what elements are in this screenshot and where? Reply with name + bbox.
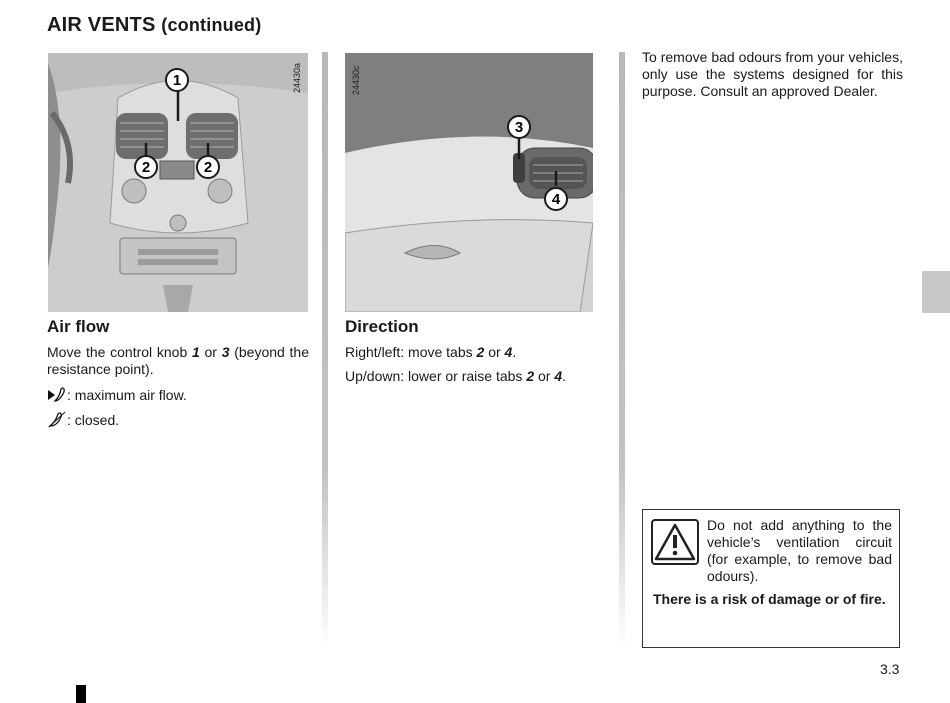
- warning-text: Do not add anything to the vehicle’s ventilation circuit (for example, to remove bad odours).: [707, 517, 892, 584]
- rl-tab-4: 4: [504, 344, 513, 360]
- air-flow-intro-text: Move the control knob: [47, 344, 192, 360]
- closed-text: : closed.: [67, 412, 120, 428]
- figure-id-left: 24430a: [292, 62, 302, 93]
- column-divider-right: [619, 52, 625, 648]
- knob-ref-1: 1: [191, 344, 200, 360]
- side-vent-illustration: [345, 53, 593, 312]
- warning-emphasis: There is a risk of damage or of fire.: [653, 591, 886, 607]
- page-title-main: AIR VENTS: [47, 14, 156, 36]
- callout-1-badge: [164, 67, 190, 93]
- max-flow-text: : maximum air flow.: [67, 387, 187, 403]
- direction-right-left: [345, 344, 516, 361]
- rl-end: .: [512, 344, 517, 360]
- callout-2-right: 2: [203, 159, 213, 176]
- warning-box: [642, 509, 900, 648]
- callout-3-badge: [506, 114, 532, 140]
- callout-4-badge: [543, 186, 569, 212]
- dashboard-vents-illustration: [48, 53, 308, 312]
- air-flow-intro-or: or: [199, 344, 222, 360]
- air-flow-intro: [47, 344, 309, 378]
- callout-2-right-badge: [195, 154, 221, 180]
- side-vent-drawing: [345, 53, 593, 312]
- warning-triangle-icon: [651, 519, 699, 565]
- ud-tab-4: 4: [554, 368, 563, 384]
- callout-2-left: 2: [141, 159, 151, 176]
- max-air-flow-icon: [47, 386, 67, 404]
- page-number: 3.3: [880, 661, 900, 677]
- figure-id-right: 24430c: [351, 65, 361, 95]
- air-flow-heading: Air flow: [47, 317, 110, 336]
- crop-mark: [76, 685, 86, 703]
- callout-1: 1: [172, 72, 182, 89]
- ud-text: Up/down: lower or raise tabs: [345, 368, 527, 384]
- ud-end: .: [562, 368, 567, 384]
- odours-paragraph: To remove bad odours from your vehicles, only use the systems designed for this purpose. Consult an approved Dealer.: [642, 49, 903, 99]
- page-title-continued: (continued): [161, 15, 262, 35]
- column-divider-left: [322, 52, 328, 648]
- callout-2-left-badge: [133, 154, 159, 180]
- direction-heading: Direction: [345, 317, 419, 336]
- rl-or: or: [484, 344, 505, 360]
- closed-line: [47, 411, 119, 429]
- section-thumb-tab: [922, 271, 950, 313]
- rl-tab-2: 2: [476, 344, 485, 360]
- closed-vent-icon: [47, 411, 67, 429]
- rl-text: Right/left: move tabs: [345, 344, 477, 360]
- ud-or: or: [534, 368, 555, 384]
- callout-4: 4: [551, 191, 561, 208]
- page-title: [47, 14, 261, 37]
- callout-3: 3: [514, 119, 524, 136]
- knob-ref-3: 3: [221, 344, 230, 360]
- max-flow-line: [47, 386, 187, 404]
- air-flow-intro-end: (beyond the resistance point).: [47, 344, 309, 377]
- direction-up-down: [345, 368, 566, 385]
- ud-tab-2: 2: [526, 368, 535, 384]
